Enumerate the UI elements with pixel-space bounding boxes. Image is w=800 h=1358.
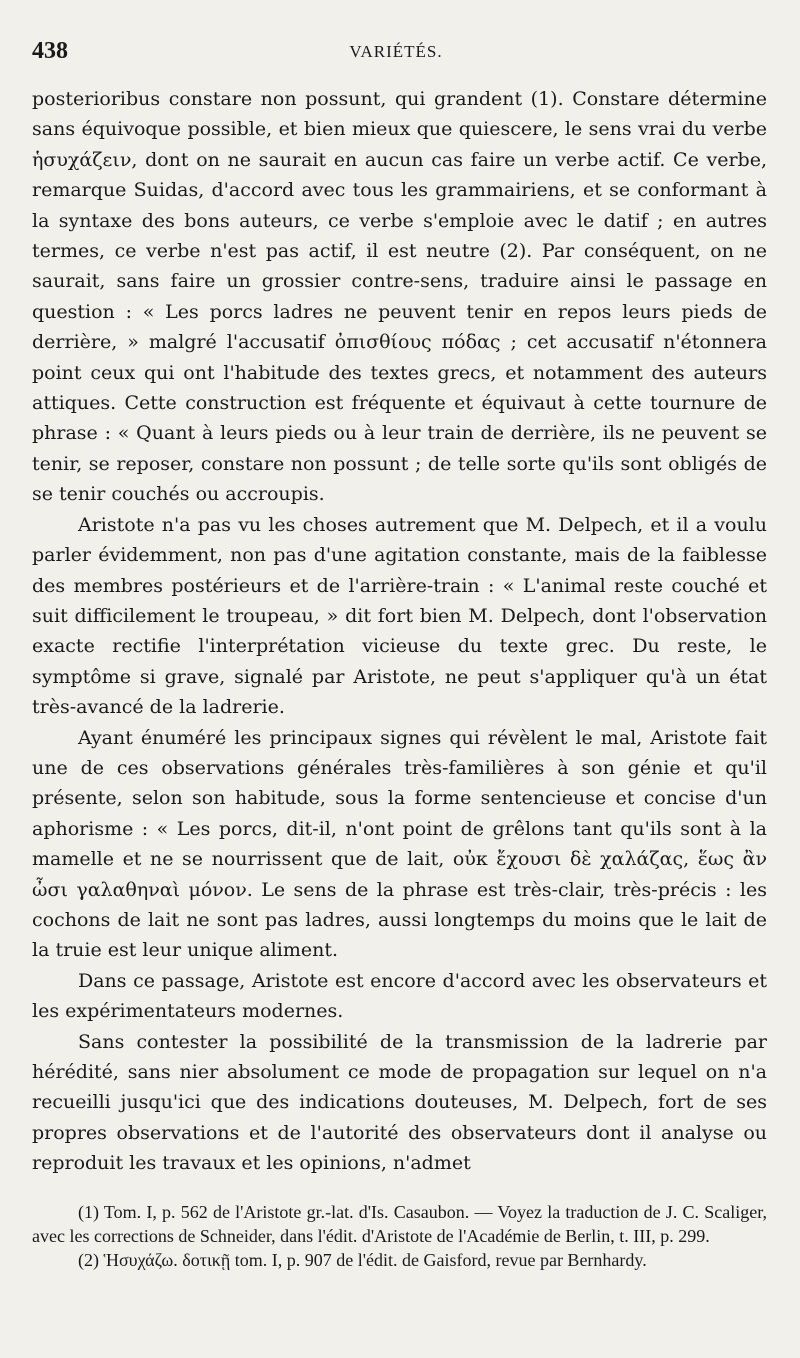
page-header bbox=[32, 38, 760, 72]
paragraph-5: Sans contester la possibilité de la transmission de la ladrerie par hérédité, sans nier absolument ce mode de propagation sur lequel on n'a recueilli jusqu'ici que des indications douteuses, M. Delpech, fort de ses propres observations et de l'autorité des observateurs dont il analyse ou reproduit les travaux et les opinions, n'admet bbox=[32, 1030, 767, 1175]
footnotes bbox=[32, 1200, 767, 1272]
footnote-1: (1) Tom. I, p. 562 de l'Aristote gr.-lat. d'Is. Casaubon. — Voyez la traduction de J. C. Scaliger, avec les corrections de Schneider, dans l'édit. d'Aristote de l'Académie de Berlin, t. III, p. 299. bbox=[32, 1202, 767, 1246]
paragraph-1: posterioribus constare non possunt, qui grandent (1). Constare détermine sans équivoque possible, et bien mieux que quiescere, le sens vrai du verbe ἡσυχάζειν, dont on ne saurait en aucun cas faire un verbe actif. Ce verbe, remarque Suidas, d'accord avec tous les grammairiens, et se conformant à la syntaxe des bons auteurs, ce verbe s'emploie avec le datif ; en autres termes, ce verbe n'est pas actif, il est neutre (2). Par conséquent, on ne saurait, sans faire un grossier contre-sens, traduire ainsi le passage en question : « Les porcs ladres ne peuvent tenir en repos leurs pieds de derrière, » malgré l'accusatif ὀπισθίους πόδας ; cet accusatif n'étonnera point ceux qui ont l'habitude des textes grecs, et notamment des auteurs attiques. Cette construction est fréquente et équivaut à cette tournure de phrase : « Quant à leurs pieds ou à leur train de derrière, ils ne peuvent se tenir, se reposer, constare non possunt ; de telle sorte qu'ils sont obligés de se tenir couchés ou accroupis. bbox=[32, 88, 767, 506]
running-title: VARIÉTÉS. bbox=[349, 42, 443, 61]
paragraph-4: Dans ce passage, Aristote est encore d'accord avec les observateurs et les expérimentateurs modernes. bbox=[32, 969, 767, 1023]
footnote-2: (2) Ἡσυχάζω. δοτικῇ tom. I, p. 907 de l'édit. de Gaisford, revue par Bernhardy. bbox=[78, 1250, 647, 1270]
paragraph-3: Ayant énuméré les principaux signes qui révèlent le mal, Aristote fait une de ces observations générales très-familières à son génie et qu'il présente, selon son habitude, sous la forme sentencieuse et concise d'un aphorisme : « Les porcs, dit-il, n'ont point de grêlons tant qu'ils sont à la mamelle et ne se nourrissent que de lait, οὐκ ἔχουσι δὲ χαλάζας, ἕως ἂν ὦσι γαλαθηναὶ μόνον. Le sens de la phrase est très-clair, très-précis : les cochons de lait ne sont pas ladres, aussi longtemps du moins que le lait de la truie est leur unique aliment. bbox=[32, 726, 767, 962]
paragraph-2: Aristote n'a pas vu les choses autrement que M. Delpech, et il a voulu parler évidemment, non pas d'une agitation constante, mais de la faiblesse des membres postérieurs et de l'arrière-train : « L'animal reste couché et suit difficilement le troupeau, » dit fort bien M. Delpech, dont l'observation exacte rectifie l'interprétation vicieuse du texte grec. Du reste, le symptôme si grave, signalé par Aristote, ne peut s'appliquer qu'à un état très-avancé de la ladrerie. bbox=[32, 513, 767, 719]
body-text bbox=[32, 84, 767, 1179]
page-number: 438 bbox=[32, 38, 68, 64]
